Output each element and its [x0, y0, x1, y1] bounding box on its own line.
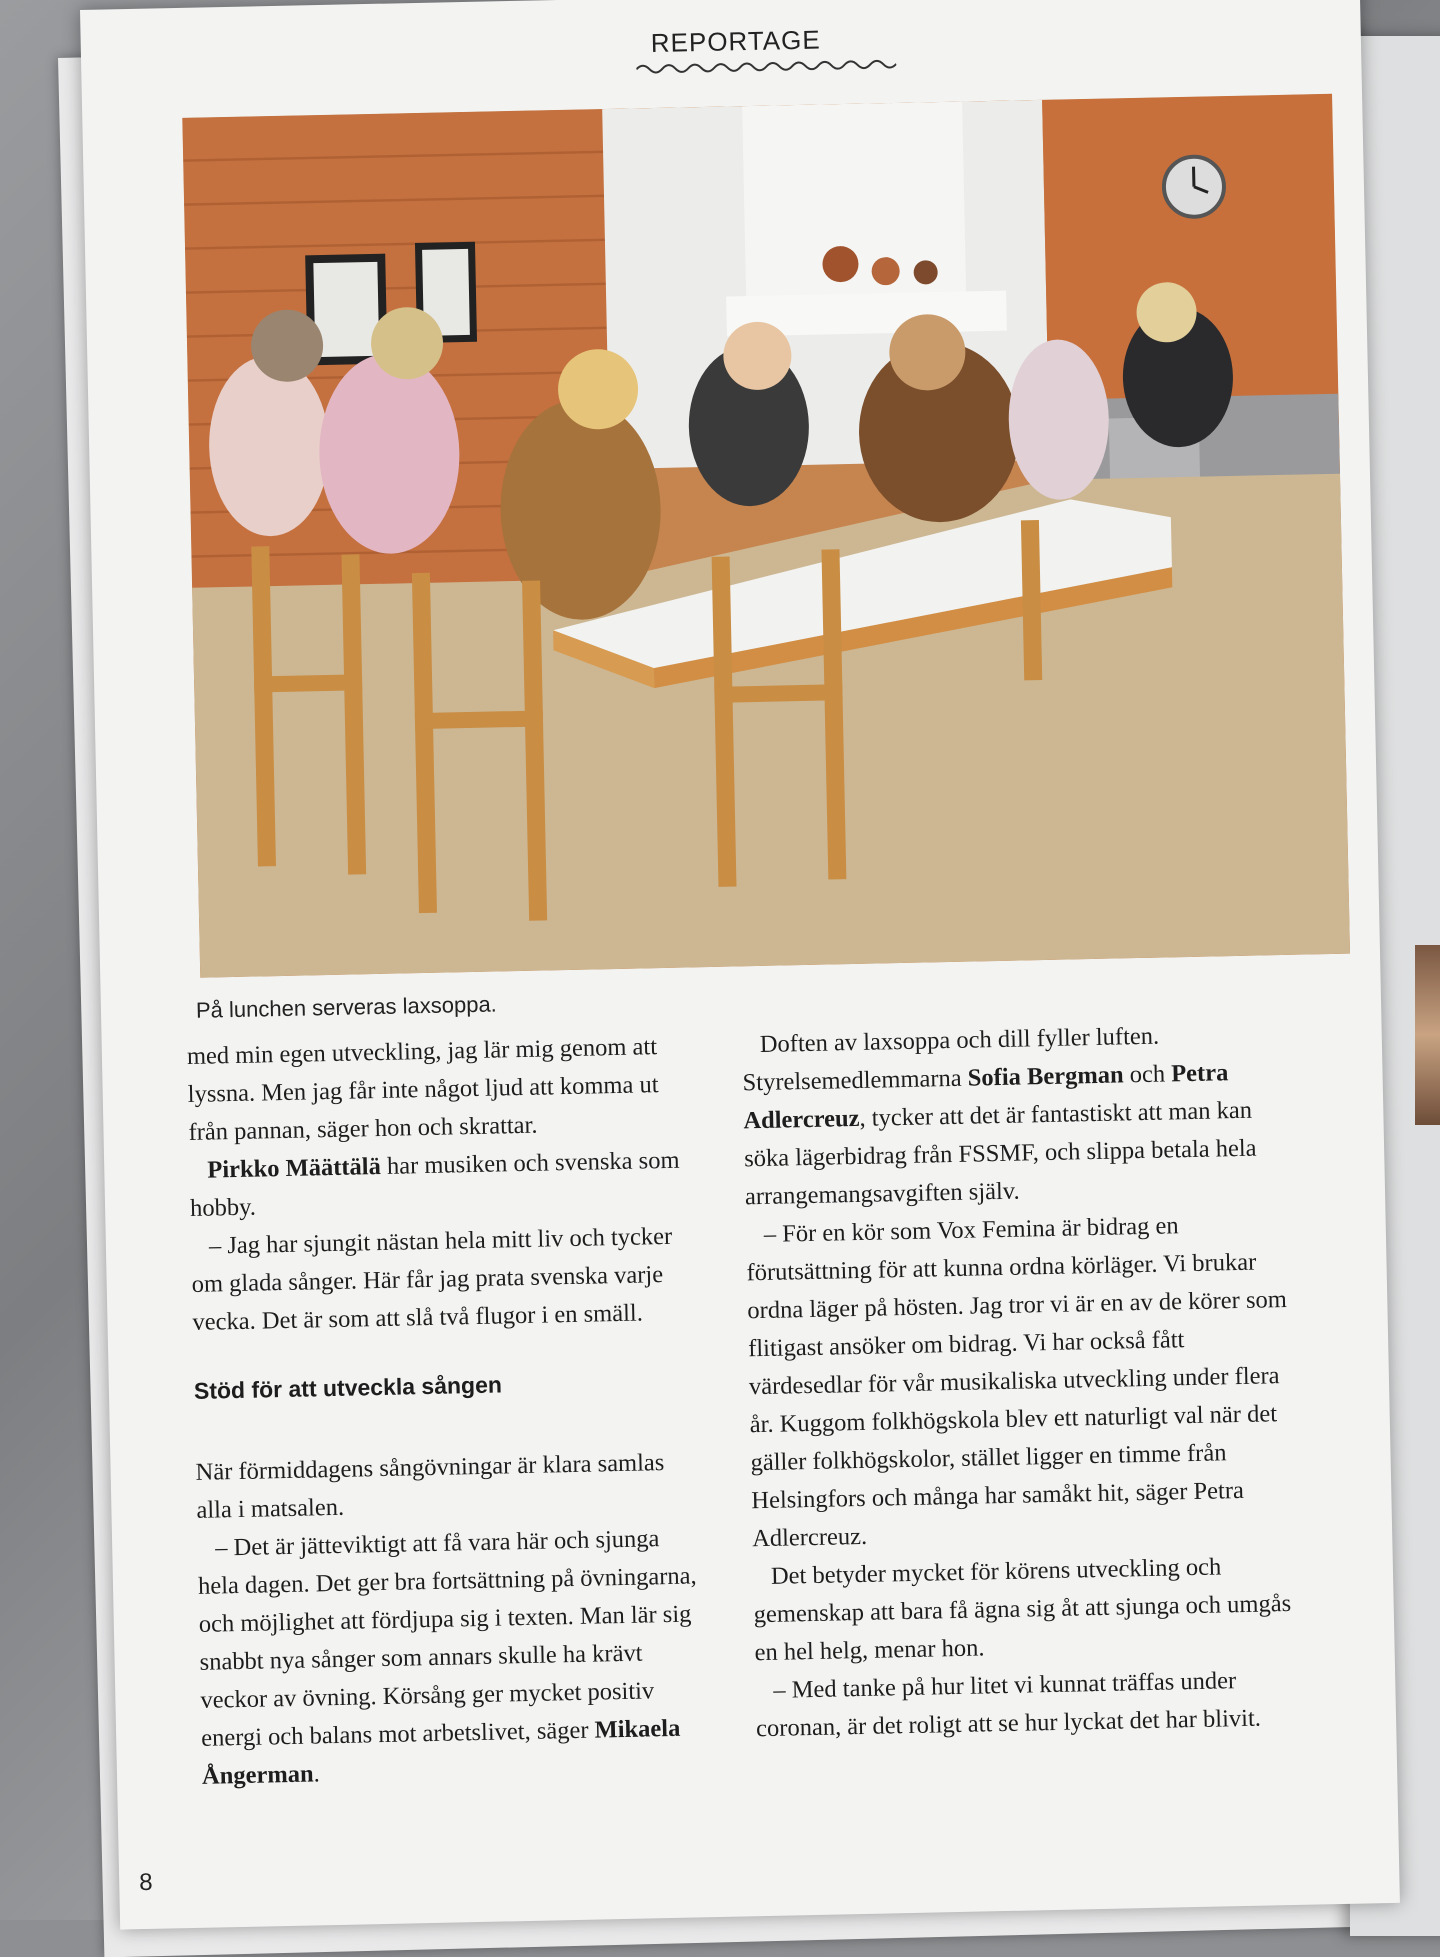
wave-ornament — [636, 57, 896, 76]
facing-page-photo-strip — [1415, 945, 1440, 1125]
paragraph — [189, 1141, 690, 1227]
paragraph: – Jag har sjungit nästan hela mitt liv och tycker om glada sånger. Här får jag prata svenska varje vecka. Det är som att slå två flugor i en smäll. — [191, 1217, 693, 1341]
section-label: REPORTAGE — [651, 24, 821, 59]
lunch-photo — [182, 94, 1350, 978]
paragraph-text: har musiken och svenska som hobby. — [190, 1147, 680, 1222]
person-name: Petra Adlercreuz — [743, 1059, 1228, 1134]
magazine-page — [80, 0, 1400, 1930]
paragraph-text: – Det är jätteviktigt att få vara här och sjunga hela dagen. Det ger bra fortsättning på övningarna, och möjlighet att fördjupa sig i texten. Man lär sig snabbt nya sånger som annars skulle ha krävt veckor av övning. Körsång ger mycket positiv energi och balans mot arbetslivet, säger — [198, 1525, 697, 1752]
paragraph-text: Doften av laxsoppa och dill fyller luften. Styrelsemedlemmarna — [742, 1023, 1159, 1097]
person-name: Mikaela Ångerman — [202, 1715, 681, 1790]
text-column-left — [187, 1028, 703, 1796]
page-number: 8 — [139, 1869, 153, 1897]
paragraph: med min egen utveckling, jag lär mig genom att lyssna. Men jag får inte något ljud att komma ut från pannan, säger hon och skrattar. — [187, 1028, 689, 1152]
paragraph: Det betyder mycket för körens utveckling och gemenskap att bara få ägna sig åt att sjunga och umgås en hel helg, menar hon. — [753, 1547, 1295, 1672]
person-name: Sofia Bergman — [967, 1061, 1123, 1091]
paragraph — [197, 1519, 702, 1795]
photo-caption: På lunchen serveras laxsoppa. — [196, 991, 497, 1023]
subheading: Stöd för att utveckla sången — [194, 1361, 695, 1409]
paragraph: När förmiddagens sångövningar är klara samlas alla i matsalen. — [195, 1443, 696, 1529]
lunch-photo-illustration — [182, 94, 1350, 978]
paragraph-text: och — [1123, 1060, 1171, 1088]
paragraph-text: , tycker att det är fantastiskt att man kan söka lägerbidrag från FSSMF, och slippa betala hela arrangemangsavgiften själv. — [744, 1097, 1257, 1211]
person-name: Pirkko Määttälä — [207, 1153, 381, 1184]
paragraph-text: . — [313, 1760, 320, 1787]
paragraph: – För en kör som Vox Femina är bidrag en förutsättning för att kunna ordna körläger. Vi brukar ordna läger på hösten. Jag tror vi är en av de körer som flitigast ansöker om bidrag. Vi har också fått värdesedlar för vår musikaliska utveckling under flera år. Kuggom folkhögskola blev ett naturligt val när det gäller folkhögskolor, stället ligger en timme från Helsingfors och många har samåkt hit, säger Petra Adlercreuz. — [745, 1205, 1292, 1558]
text-column-right — [741, 1015, 1296, 1748]
paragraph — [741, 1015, 1285, 1216]
paragraph: – Med tanke på hur litet vi kunnat träffas under coronan, är det roligt att se hur lyckat det har blivit. — [755, 1661, 1296, 1748]
